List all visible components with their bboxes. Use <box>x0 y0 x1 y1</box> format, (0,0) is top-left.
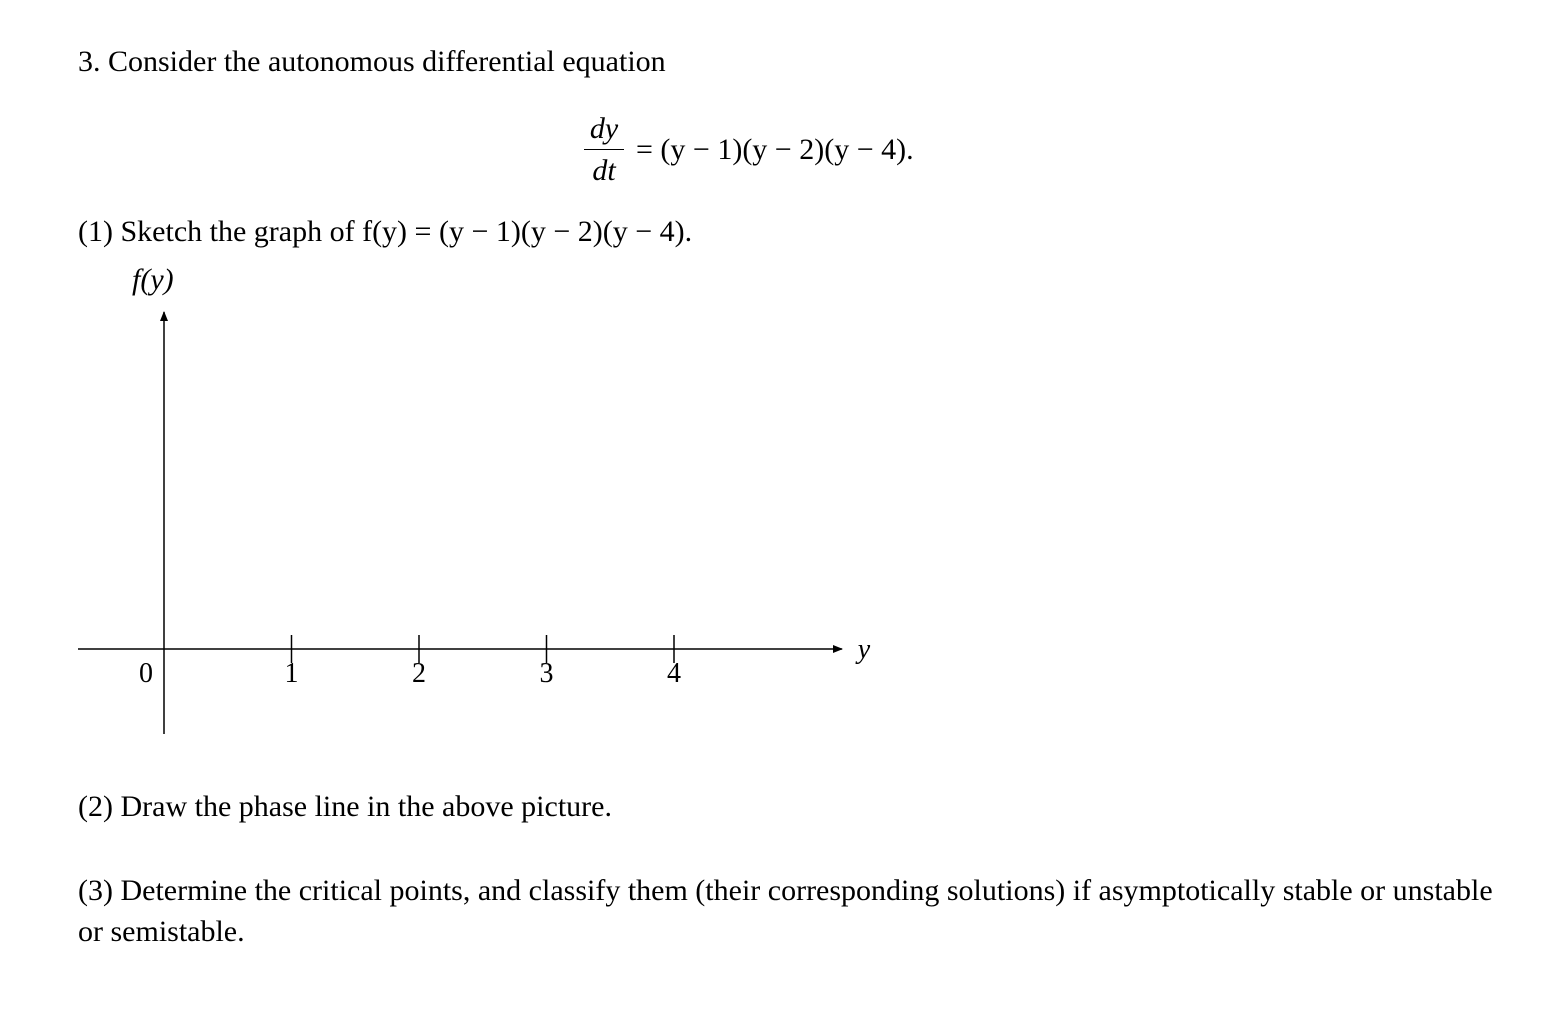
part-1-text: (1) Sketch the graph of <box>78 215 363 248</box>
fraction-denominator: dt <box>592 154 616 187</box>
part-2: (2) Draw the phase line in the above picture. <box>78 790 612 823</box>
x-tick-label-1: 1 <box>284 658 299 689</box>
x-tick-label-2: 2 <box>412 658 426 689</box>
y-axis-label: f(y) <box>132 263 174 296</box>
problem-title: 3. Consider the autonomous differential equation <box>78 45 666 78</box>
part-1-function: f(y) = (y − 1)(y − 2)(y − 4). <box>362 215 693 248</box>
x-axis-label: y <box>857 634 871 665</box>
part-3: (3) Determine the critical points, and classify them (their corresponding solutions) if asymptotically stable or unstable or semistable. <box>78 874 1493 948</box>
x-tick-label-3: 3 <box>539 658 554 689</box>
origin-label: 0 <box>139 658 153 689</box>
equation-rhs: = (y − 1)(y − 2)(y − 4). <box>636 133 914 166</box>
x-tick-label-4: 4 <box>667 658 681 689</box>
fraction-numerator: dy <box>589 112 619 145</box>
